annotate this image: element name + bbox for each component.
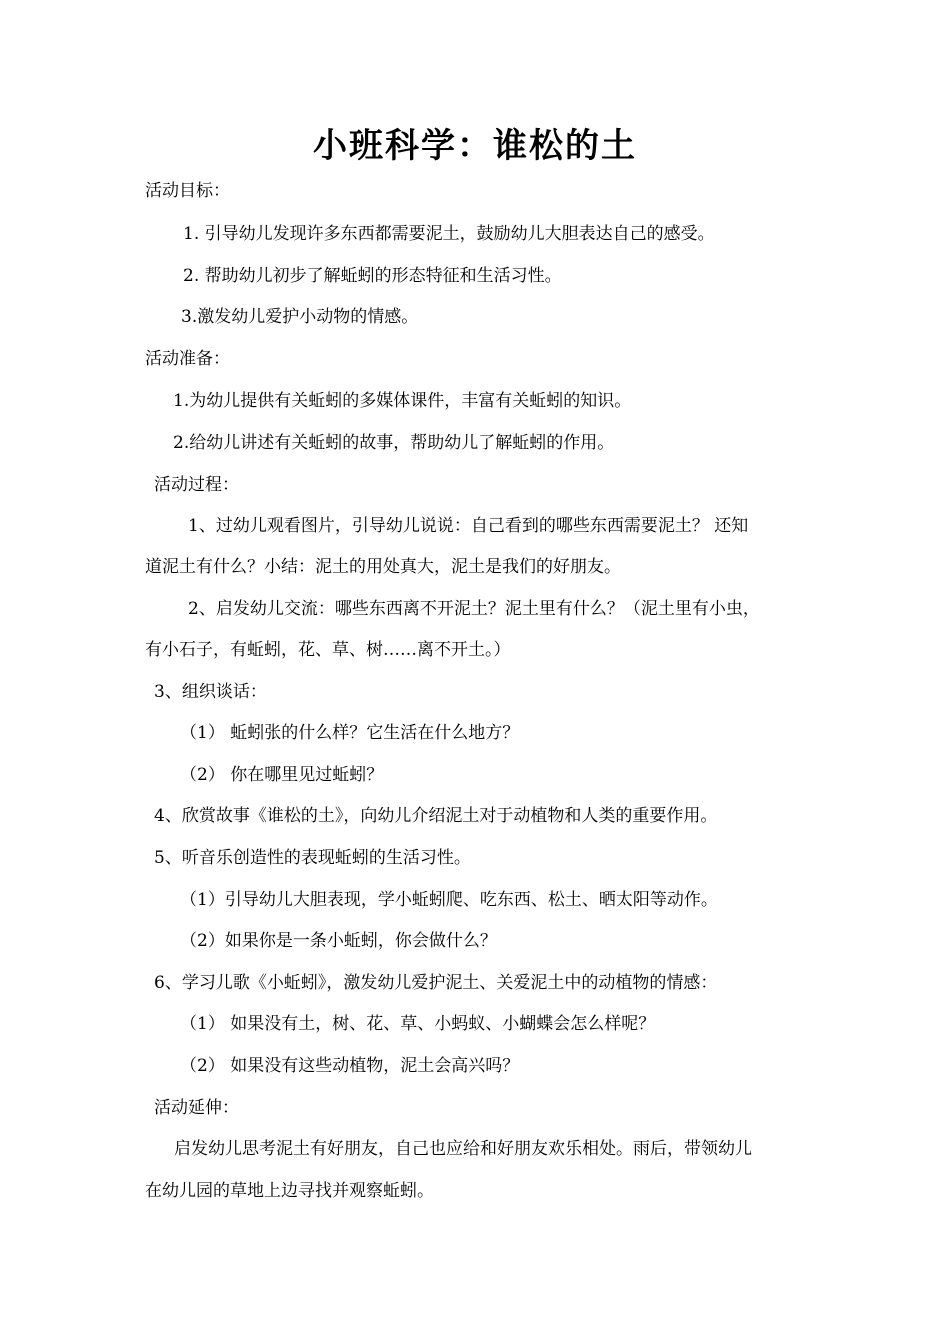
- extension-line-1: 启发幼儿思考泥土有好朋友，自己也应给和好朋友欢乐相处。雨后，带领幼儿: [174, 1139, 752, 1159]
- process-step-4: 4、欣赏故事《谁松的土》，向幼儿介绍泥土对于动植物和人类的重要作用。: [154, 806, 718, 826]
- process-step-2-line-1: 2、启发幼儿交流：哪些东西离不开泥土？泥土里有什么？（泥土里有小虫，: [188, 599, 760, 619]
- process-step-5-sub-2: （2）如果你是一条小蚯蚓，你会做什么？: [180, 931, 497, 951]
- process-step-6: 6、学习儿歌《小蚯蚓》，激发幼儿爱护泥土、关爱泥土中的动植物的情感：: [154, 973, 718, 993]
- goal-item-1: 1. 引导幼儿发现许多东西都需要泥土，鼓励幼儿大胆表达自己的感受。: [183, 224, 715, 244]
- process-step-6-sub-1: （1） 如果没有土，树、花、草、小蚂蚁、小蝴蝶会怎么样呢？: [180, 1014, 656, 1034]
- process-step-1-line-1: 1、过幼儿观看图片，引导幼儿说说：自己看到的哪些东西需要泥土？ 还知: [188, 516, 749, 536]
- extension-line-2: 在幼儿园的草地上边寻找并观察蚯蚓。: [145, 1181, 434, 1201]
- goal-item-3: 3.激发幼儿爱护小动物的情感。: [181, 307, 419, 327]
- preparation-heading: 活动准备：: [145, 349, 230, 369]
- process-heading: 活动过程：: [154, 475, 239, 495]
- process-step-3-sub-1: （1） 蚯蚓张的什么样？它生活在什么地方？: [180, 723, 520, 743]
- process-step-3-sub-2: （2） 你在哪里见过蚯蚓？: [180, 765, 384, 785]
- goal-item-2: 2. 帮助幼儿初步了解蚯蚓的形态特征和生活习性。: [183, 266, 562, 286]
- process-step-1-line-2: 道泥土有什么？小结：泥土的用处真大，泥土是我们的好朋友。: [145, 557, 621, 577]
- process-step-2-line-2: 有小石子，有蚯蚓，花、草、树……离不开土。）: [145, 640, 511, 660]
- goals-heading: 活动目标：: [145, 181, 230, 201]
- process-step-5-sub-1: （1）引导幼儿大胆表现，学小蚯蚓爬、吃东西、松土、晒太阳等动作。: [180, 890, 718, 910]
- process-step-6-sub-2: （2） 如果没有这些动植物，泥土会高兴吗？: [180, 1056, 520, 1076]
- preparation-item-2: 2.给幼儿讲述有关蚯蚓的故事，帮助幼儿了解蚯蚓的作用。: [173, 433, 615, 453]
- process-step-3: 3、组织谈话：: [154, 682, 267, 702]
- process-step-5: 5、听音乐创造性的表现蚯蚓的生活习性。: [154, 848, 471, 868]
- preparation-item-1: 1.为幼儿提供有关蚯蚓的多媒体课件，丰富有关蚯蚓的知识。: [173, 391, 632, 411]
- extension-heading: 活动延伸：: [154, 1098, 239, 1118]
- page-title: 小班科学：谁松的土: [313, 126, 637, 166]
